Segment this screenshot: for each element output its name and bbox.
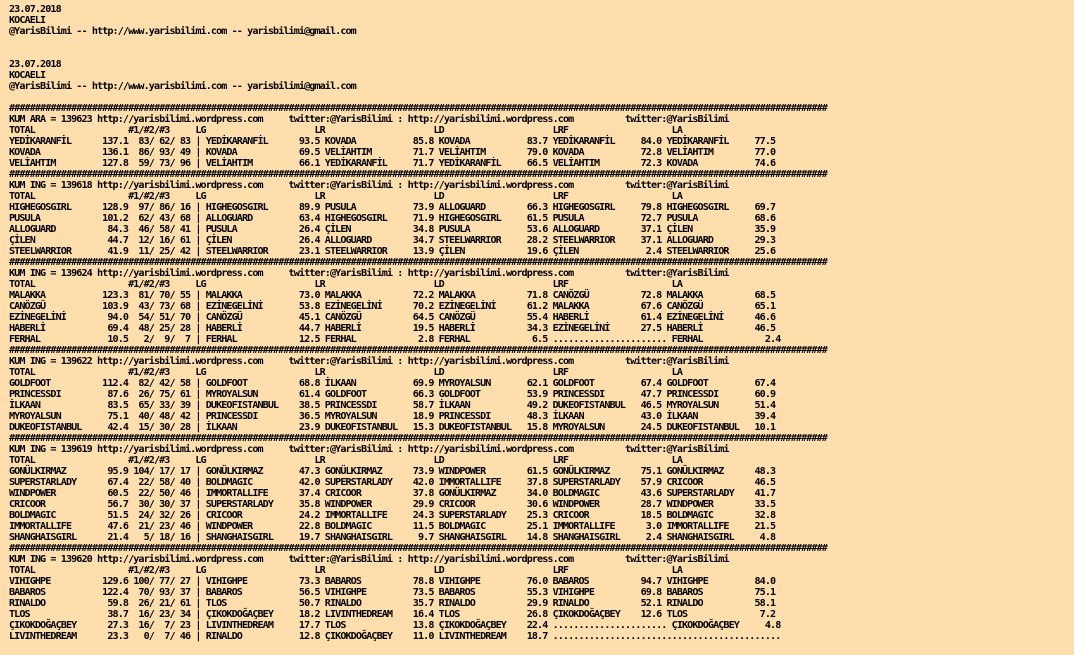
text-line: YEDİKARANFİL 137.1 83/ 62/ 83 | YEDİKARANFİL 93.5 KOVADA 85.8 KOVADA 83.7 YEDİKARANFİL 84.0 YEDİKARANFİL 77.5 (9, 136, 776, 147)
text-line: SUPERSTARLADY 67.4 22/ 58/ 40 | BOLDMAGIC 42.0 SUPERSTARLADY 42.0 IMMORTALLIFE 37.8 SUPERSTARLADY 57.9 CRICOOR 46.5 (9, 477, 776, 488)
text-line: CANÖZGÜ 103.9 43/ 73/ 68 | EZİNEGELİNİ 53.8 EZİNEGELİNİ 70.2 EZİNEGELİNİ 61.2 MALAKKA 67.6 CANÖZGÜ 65.1 (9, 301, 776, 312)
text-line: ############################################################################################################################################################## (9, 433, 827, 444)
text-line: KUM ARA = 139623 http://yarisbilimi.wordpress.com twitter:@YarisBilimi : http://yarisbilimi.wordpress.com twitter:@YarisBilimi (9, 114, 729, 125)
text-line: TOTAL #1/#2/#3 LG LR LD LRF LA (9, 367, 683, 378)
text-line: İLKAAN 83.5 65/ 33/ 39 | DUKEOFISTANBUL 38.5 PRINCESSDI 58.7 İLKAAN 49.2 DUKEOFISTANBUL 46.5 MYROYALSUN 51.4 (9, 400, 776, 411)
text-line: TOTAL #1/#2/#3 LG LR LD LRF LA (9, 191, 683, 202)
text-line: ÇIKOKDOĞAÇBEY 27.3 16/ 7/ 23 | LIVINTHEDREAM 17.7 TLOS 13.8 ÇIKOKDOĞAÇBEY 22.4 ...................... ÇIKOKDOĞAÇBEY 4.8 (9, 620, 781, 631)
text-line: KUM ING = 139622 http://yarisbilimi.wordpress.com twitter:@YarisBilimi : http://yarisbilimi.wordpress.com twitter:@YarisBilimi (9, 356, 729, 367)
text-line: ############################################################################################################################################################## (9, 169, 827, 180)
text-line: KUM ING = 139624 http://yarisbilimi.wordpress.com twitter:@YarisBilimi : http://yarisbilimi.wordpress.com twitter:@YarisBilimi (9, 268, 729, 279)
text-line: RINALDO 59.8 26/ 21/ 61 | TLOS 50.7 RINALDO 35.7 RINALDO 29.9 RINALDO 52.1 RINALDO 58.1 (9, 598, 776, 609)
text-line: ############################################################################################################################################################## (9, 257, 827, 268)
text-line: PRINCESSDI 87.6 26/ 75/ 61 | MYROYALSUN 61.4 GOLDFOOT 66.3 GOLDFOOT 53.9 PRINCESSDI 47.7 PRINCESSDI 60.9 (9, 389, 776, 400)
text-line: TOTAL #1/#2/#3 LG LR LD LRF LA (9, 565, 683, 576)
text-line: MYROYALSUN 75.1 40/ 48/ 42 | PRINCESSDI 36.5 MYROYALSUN 18.9 PRINCESSDI 48.3 İLKAAN 43.0 İLKAAN 39.4 (9, 411, 776, 422)
text-line: 23.07.2018 (9, 4, 61, 15)
text-line: EZİNEGELİNİ 94.0 54/ 51/ 70 | CANÖZGÜ 45.1 CANÖZGÜ 64.5 CANÖZGÜ 55.4 HABERLİ 61.4 EZİNEGELİNİ 46.6 (9, 312, 776, 323)
text-line: KOCAELI (9, 70, 46, 81)
text-line: DUKEOFISTANBUL 42.4 15/ 30/ 28 | İLKAAN 23.9 DUKEOFISTANBUL 15.3 DUKEOFISTANBUL 15.8 MYROYALSUN 24.5 DUKEOFISTANBUL 10.1 (9, 422, 776, 433)
text-line: STEELWARRIOR 41.9 11/ 25/ 42 | STEELWARRIOR 23.1 STEELWARRIOR 13.9 ÇİLEN 19.6 ÇİLEN 2.4 STEELWARRIOR 25.6 (9, 246, 776, 257)
text-line: BABAROS 122.4 70/ 93/ 37 | BABAROS 56.5 VIHIGHPE 73.5 BABAROS 55.3 VIHIGHPE 69.8 BABAROS 75.1 (9, 587, 776, 598)
text-line: KOCAELI (9, 15, 46, 26)
text-line: ############################################################################################################################################################## (9, 345, 827, 356)
text-line: ############################################################################################################################################################## (9, 103, 827, 114)
text-line: SHANGHAISGIRL 21.4 5/ 18/ 16 | SHANGHAISGIRL 19.7 SHANGHAISGIRL 9.7 SHANGHAISGIRL 14.8 SHANGHAISGIRL 2.4 SHANGHAISGIRL 4.8 (9, 532, 776, 543)
text-line: @YarisBilimi -- http://www.yarisbilimi.com -- yarisbilimi@gmail.com (9, 26, 356, 37)
text-line: KUM ING = 139618 http://yarisbilimi.wordpress.com twitter:@YarisBilimi : http://yarisbilimi.wordpress.com twitter:@YarisBilimi (9, 180, 729, 191)
text-line: TLOS 38.7 16/ 23/ 34 | ÇIKOKDOĞAÇBEY 18.2 LIVINTHEDREAM 16.4 TLOS 26.8 ÇIKOKDOĞAÇBEY 12.6 TLOS 7.2 (9, 609, 776, 620)
text-line: LIVINTHEDREAM 23.3 0/ 7/ 46 | RINALDO 12.8 ÇIKOKDOĞAÇBEY 11.0 LIVINTHEDREAM 18.7 ............................................ (9, 631, 781, 642)
text-line: KUM ING = 139620 http://yarisbilimi.wordpress.com twitter:@YarisBilimi : http://yarisbilimi.wordpress.com twitter:@YarisBilimi (9, 554, 729, 565)
text-line: TOTAL #1/#2/#3 LG LR LD LRF LA (9, 125, 683, 136)
text-line: ALLOGUARD 84.3 46/ 58/ 41 | PUSULA 26.4 ÇİLEN 34.8 PUSULA 53.6 ALLOGUARD 37.1 ÇİLEN 35.9 (9, 224, 776, 235)
text-line: GOLDFOOT 112.4 82/ 42/ 58 | GOLDFOOT 68.8 İLKAAN 69.9 MYROYALSUN 62.1 GOLDFOOT 67.4 GOLDFOOT 67.4 (9, 378, 776, 389)
text-line: VELİAHTIM 127.8 59/ 73/ 96 | VELİAHTIM 66.1 YEDİKARANFİL 71.7 YEDİKARANFİL 66.5 VELİAHTIM 72.3 KOVADA 74.6 (9, 158, 776, 169)
text-line: BOLDMAGIC 51.5 24/ 32/ 26 | CRICOOR 24.2 IMMORTALLIFE 24.3 SUPERSTARLADY 25.3 CRICOOR 18.5 BOLDMAGIC 32.8 (9, 510, 776, 521)
text-line: TOTAL #1/#2/#3 LG LR LD LRF LA (9, 455, 683, 466)
text-line: ÇİLEN 44.7 12/ 16/ 61 | ÇİLEN 26.4 ALLOGUARD 34.7 STEELWARRIOR 28.2 STEELWARRIOR 37.1 ALLOGUARD 29.3 (9, 235, 776, 246)
text-line: PUSULA 101.2 62/ 43/ 68 | ALLOGUARD 63.4 HIGHEGOSGIRL 71.9 HIGHEGOSGIRL 61.5 PUSULA 72.7 PUSULA 68.6 (9, 213, 776, 224)
text-line: FERHAL 10.5 2/ 9/ 7 | FERHAL 12.5 FERHAL 2.8 FERHAL 6.5 ...................... FERHAL 2.4 (9, 334, 781, 345)
text-line: IMMORTALLIFE 47.6 21/ 23/ 46 | WINDPOWER 22.8 BOLDMAGIC 11.5 BOLDMAGIC 25.1 IMMORTALLIFE 3.0 IMMORTALLIFE 21.5 (9, 521, 776, 532)
text-line: CRICOOR 56.7 30/ 30/ 37 | SUPERSTARLADY 35.8 WINDPOWER 29.9 CRICOOR 30.6 WINDPOWER 28.7 WINDPOWER 33.5 (9, 499, 776, 510)
text-line: GONÜLKIRMAZ 95.9 104/ 17/ 17 | GONÜLKIRMAZ 47.3 GONÜLKIRMAZ 73.9 WINDPOWER 61.5 GONÜLKIRMAZ 75.1 GONÜLKIRMAZ 48.3 (9, 466, 776, 477)
text-line: VIHIGHPE 129.6 100/ 77/ 27 | VIHIGHPE 73.3 BABAROS 78.8 VIHIGHPE 76.0 BABAROS 94.7 VIHIGHPE 84.0 (9, 576, 776, 587)
text-line: WINDPOWER 60.5 22/ 50/ 46 | IMMORTALLIFE 37.4 CRICOOR 37.8 GONÜLKIRMAZ 34.0 BOLDMAGIC 43.6 SUPERSTARLADY 41.7 (9, 488, 776, 499)
text-line: ############################################################################################################################################################## (9, 543, 827, 554)
text-line: HIGHEGOSGIRL 128.9 97/ 86/ 16 | HIGHEGOSGIRL 89.9 PUSULA 73.9 ALLOGUARD 66.3 HIGHEGOSGIRL 79.8 HIGHEGOSGIRL 69.7 (9, 202, 776, 213)
text-line: MALAKKA 123.3 81/ 70/ 55 | MALAKKA 73.0 MALAKKA 72.2 MALAKKA 71.8 CANÖZGÜ 72.8 MALAKKA 68.5 (9, 290, 776, 301)
text-line: TOTAL #1/#2/#3 LG LR LD LRF LA (9, 279, 683, 290)
text-line: KOVADA 136.1 86/ 93/ 49 | KOVADA 69.5 VELİAHTIM 71.7 VELİAHTIM 79.0 KOVADA 72.8 VELİAHTIM 77.0 (9, 147, 776, 158)
text-line: 23.07.2018 (9, 59, 61, 70)
text-line: HABERLİ 69.4 48/ 25/ 28 | HABERLİ 44.7 HABERLİ 19.5 HABERLİ 34.3 EZİNEGELİNİ 27.5 HABERLİ 46.5 (9, 323, 776, 334)
text-line: @YarisBilimi -- http://www.yarisbilimi.com -- yarisbilimi@gmail.com (9, 81, 356, 92)
text-line: KUM ING = 139619 http://yarisbilimi.wordpress.com twitter:@YarisBilimi : http://yarisbilimi.wordpress.com twitter:@YarisBilimi (9, 444, 729, 455)
